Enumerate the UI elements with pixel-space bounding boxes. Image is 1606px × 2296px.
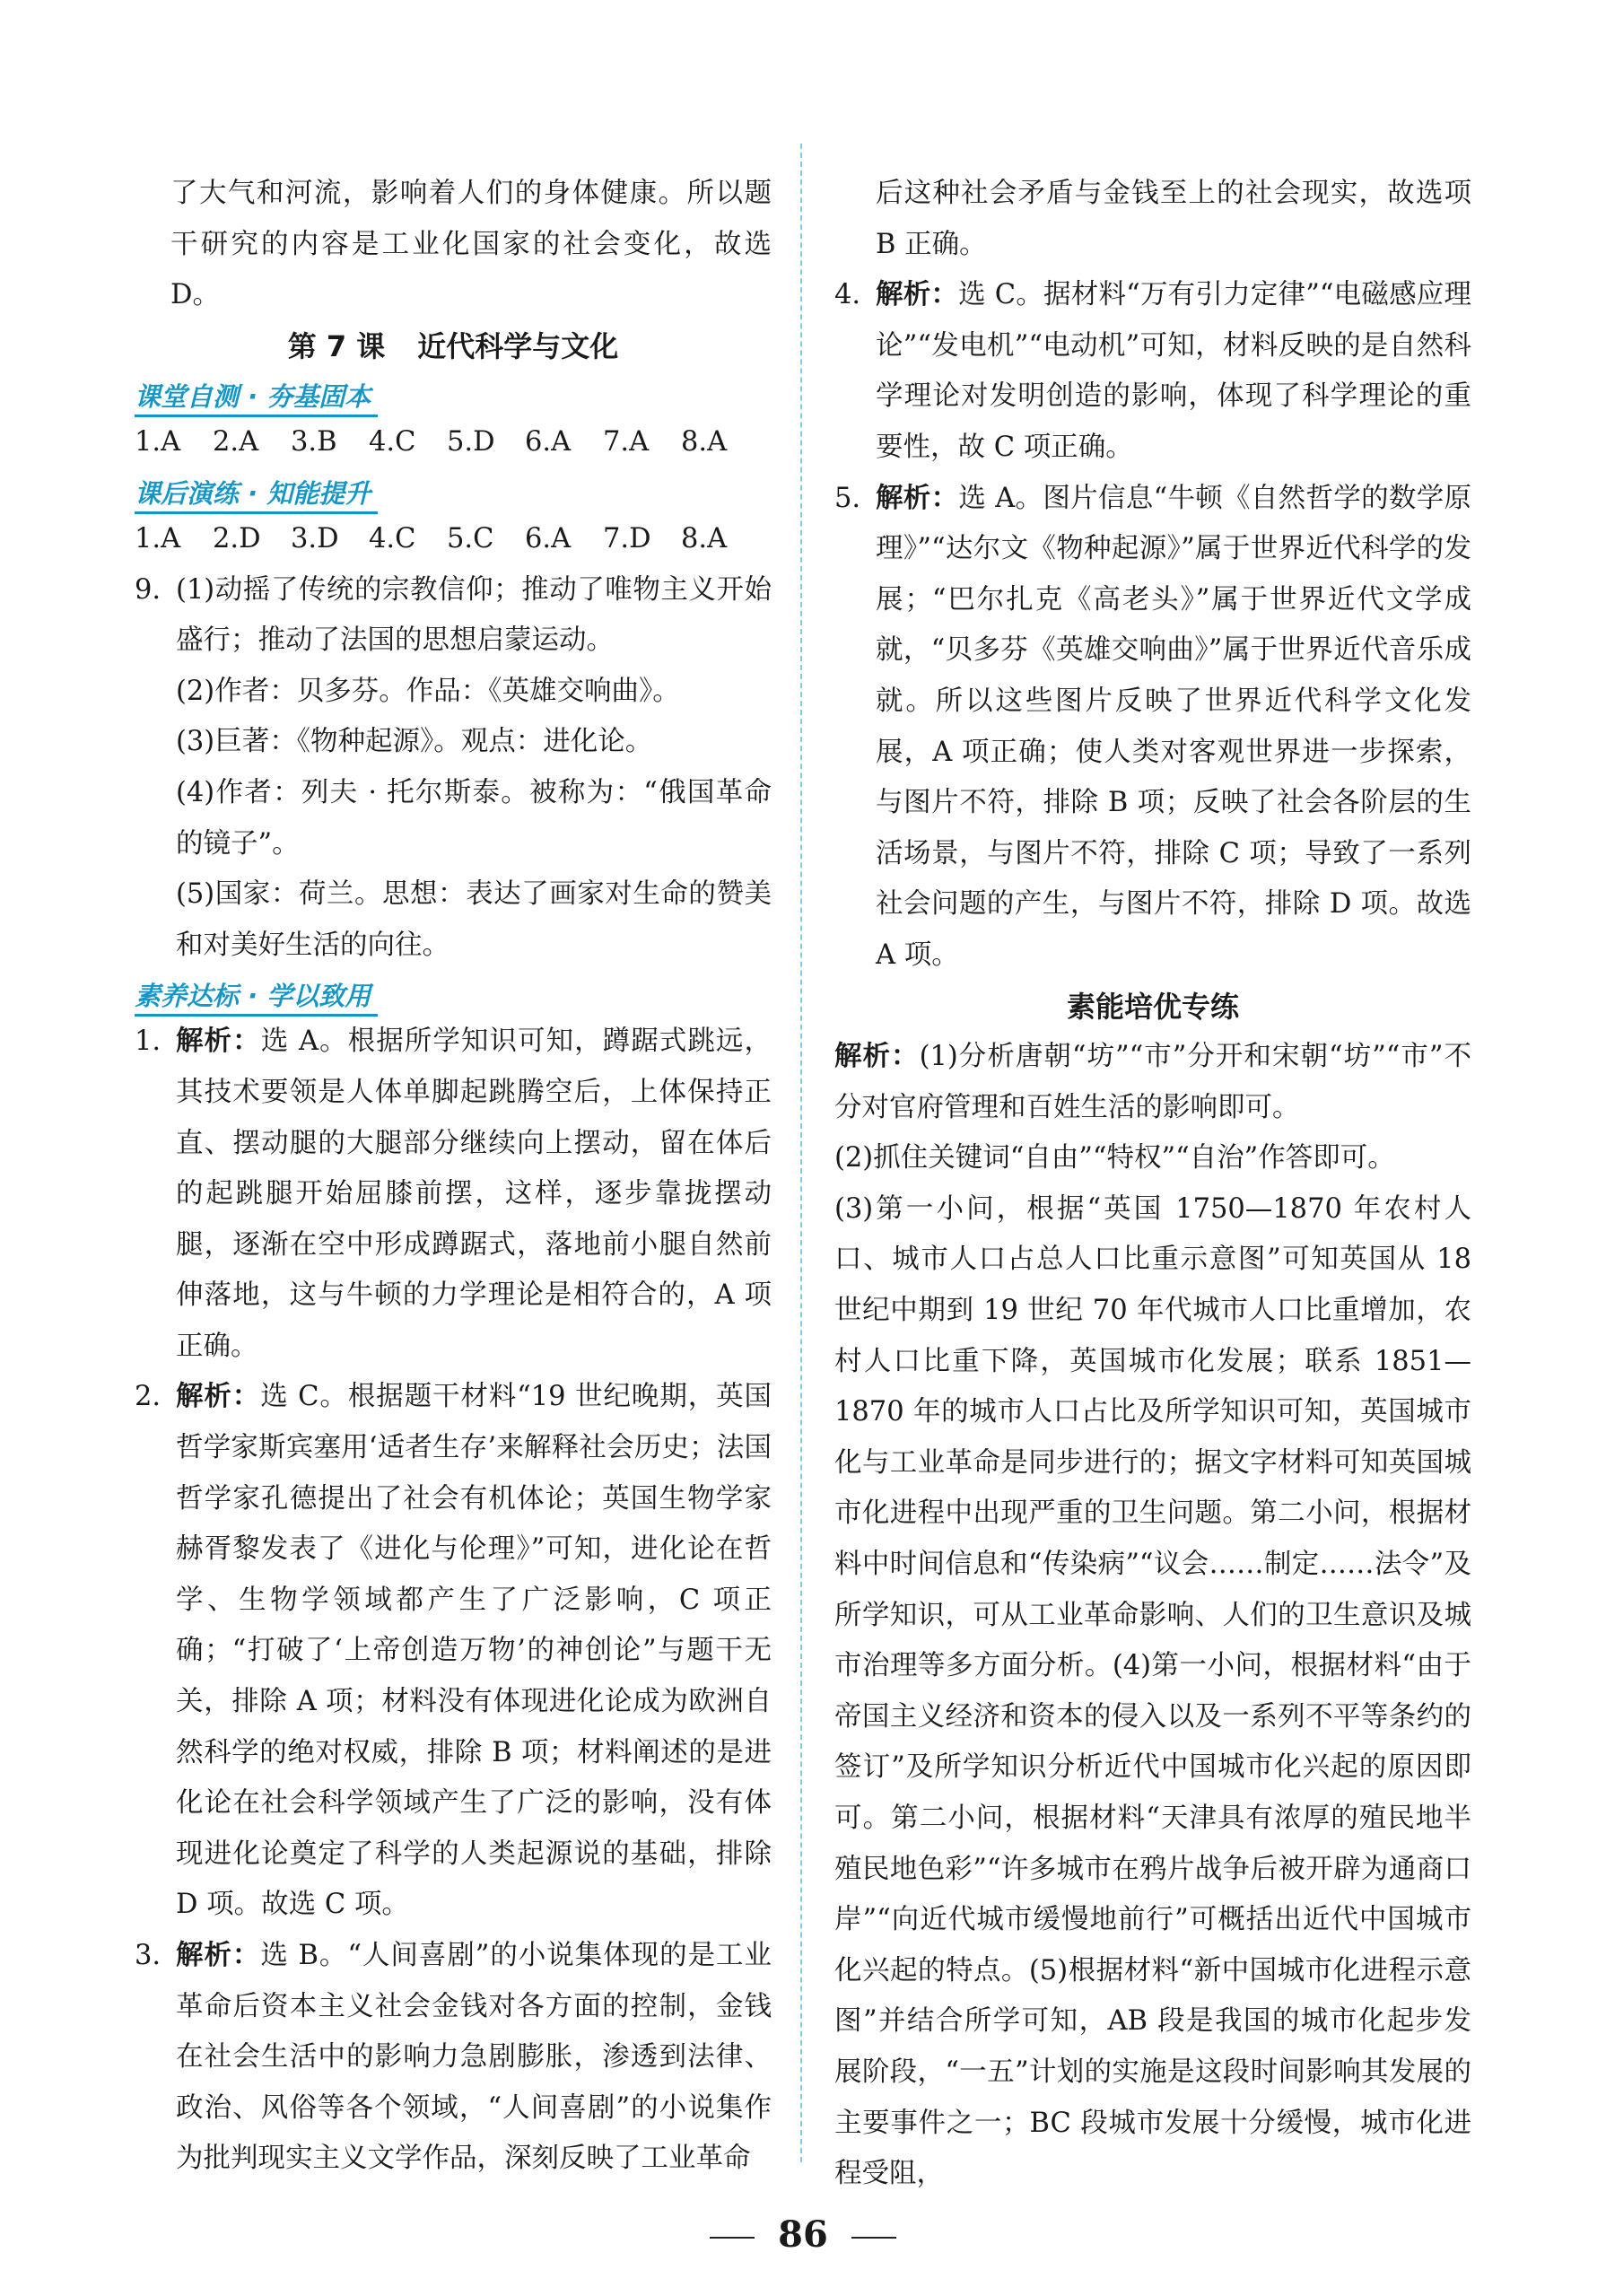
right-column xyxy=(834,169,1471,2200)
question-9-part-5: (5)国家：荷兰。思想：表达了画家对生命的赞美和对美好生活的向往。 xyxy=(176,878,772,961)
left-column xyxy=(135,169,772,2185)
section-heading-after-class: 课后演练 · 知能提升 xyxy=(135,468,378,514)
literacy-answer-3: 3. 解析：选 B。“人间喜剧”的小说集体现的是工业革命后资本主义社会金钱对各方面的控制，金钱在社会生活中的影响力急剧膨胀，渗透到法律、政治、风俗等各个领域，“人间喜剧”的小说集作为批判现实主义文学作品，深刻反映了工业革命 xyxy=(135,1940,772,2175)
column-divider xyxy=(800,144,802,2162)
section-heading-classroom-test: 课堂自测 · 夯基固本 xyxy=(135,371,378,417)
answer-row-after-class: 1.A 2.D 3.D 4.C 5.C 6.A 7.D 8.A xyxy=(135,522,728,554)
question-9-part-4: (4)作者：列夫 · 托尔斯泰。被称为：“俄国革命的镜子”。 xyxy=(176,776,772,860)
special-practice-part-1: 解析：(1)分析唐朝“坊”“市”分开和宋朝“坊”“市”不分对官府管理和百姓生活的影响即可。 xyxy=(834,1041,1471,1123)
section-heading-literacy: 素养达标 · 学以致用 xyxy=(135,971,378,1017)
literacy-answer-1: 1. 解析：选 A。根据所学知识可知，蹲踞式跳远，其技术要领是人体单脚起跳腾空后，上体保持正直、摆动腿的大腿部分继续向上摆动，留在体后的起跳腿开始屈膝前摆，这样，逐步靠拢摆动腿，逐渐在空中形成蹲踞式，落地前小腿自然前伸落地，这与牛顿的力学理论是相符合的，A 项正确。 xyxy=(135,1026,772,1362)
page-number: 86 xyxy=(0,2213,1606,2256)
question-9-part-2: (2)作者：贝多芬。作品：《英雄交响曲》。 xyxy=(176,675,680,707)
special-practice-part-3: (3)第一小问，根据“英国 1750—1870 年农村人口、城市人口占总人口比重示意图”可知英国从 18 世纪中期到 19 世纪 70 年代城市人口比重增加，农村人口比重下降，英国城市化发展；联系 1851—1870 年的城市人口占比及所学知识可知，英国城市化与工业革命是同步进行的；据文字材料可知英国城市化进程中出现严重的卫生问题。第二小问，根据材料中时间信息和“传染病”“议会……制定……法令”及所学知识，可从工业革命影响、人们的卫生意识及城市治理等多方面分析。(4)第一小问，根据材料“由于帝国主义经济和资本的侵入以及一系列不平等条约的签订”及所学知识分析近代中国城市化兴起的原因即可。第二小问，根据材料“天津具有浓厚的殖民地半殖民地色彩”“许多城市在鸦片战争后被开辟为通商口岸”“向近代城市缓慢地前行”可概括出近代中国城市化兴起的特点。(5)根据材料“新中国城市化进程示意图”并结合所学可知，AB 段是我国的城市化起步发展阶段，“一五”计划的实施是这段时间影响其发展的主要事件之一；BC 段城市发展十分缓慢，城市化进程受阻， xyxy=(834,1192,1471,2190)
question-9-part-3: (3)巨著：《物种起源》。观点：进化论。 xyxy=(176,726,653,758)
answer-row-classroom-test: 1.A 2.A 3.B 4.C 5.D 6.A 7.A 8.A xyxy=(135,426,728,458)
question-9-part-1: 9. (1)动摇了传统的宗教信仰；推动了唯物主义开始盛行；推动了法国的思想启蒙运动。 xyxy=(135,573,772,657)
continued-paragraph: 了大气和河流，影响着人们的身体健康。所以题干研究的内容是工业化国家的社会变化，故选 D。 xyxy=(170,178,772,311)
literacy-answer-2: 2. 解析：选 C。根据题干材料“19 世纪晚期，英国哲学家斯宾塞用‘适者生存’来解释社会历史；法国哲学家孔德提出了社会有机体论；英国生物学家赫胥黎发表了《进化与伦理》”可知，进化论在哲学、生物学领域都产生了广泛影响，C 项正确；“打破了‘上帝创造万物’的神创论”与题干无关，排除 A 项；材料没有体现进化论成为欧洲自然科学的绝对权威，排除 B 项；材料阐述的是进化论在社会科学领域产生了广泛的影响，没有体现进化论奠定了科学的人类起源说的基础，排除 D 项。故选 C 项。 xyxy=(135,1381,772,1921)
literacy-answer-5: 5. 解析：选 A。图片信息“牛顿《自然哲学的数学原理》”“达尔文《物种起源》”属于世界近代科学的发展；“巴尔扎克《高老头》”属于世界近代文学成就，“贝多芬《英雄交响曲》”属于世界近代音乐成就。所以这些图片反映了世界近代科学文化发展，A 项正确；使人类对客观世界进一步探索，与图片不符，排除 B 项；反映了社会各阶层的生活场景，与图片不符，排除 C 项；导致了一系列社会问题的产生，与图片不符，排除 D 项。故选 A 项。 xyxy=(834,482,1471,971)
special-practice-title: 素能培优专练 xyxy=(1066,989,1239,1024)
lesson-title: 第 7 课 近代科学与文化 xyxy=(287,328,619,363)
literacy-answer-4: 4. 解析：选 C。据材料“万有引力定律”“电磁感应理论”“发电机”“电动机”可知，材料反映的是自然科学理论对发明创造的影响，体现了科学理论的重要性，故 C 项正确。 xyxy=(834,279,1471,463)
continued-answer-3: 后这种社会矛盾与金钱至上的社会现实，故选项 B 正确。 xyxy=(876,178,1471,260)
special-practice-part-2: (2)抓住关键词“自由”“特权”“自治”作答即可。 xyxy=(834,1142,1395,1174)
